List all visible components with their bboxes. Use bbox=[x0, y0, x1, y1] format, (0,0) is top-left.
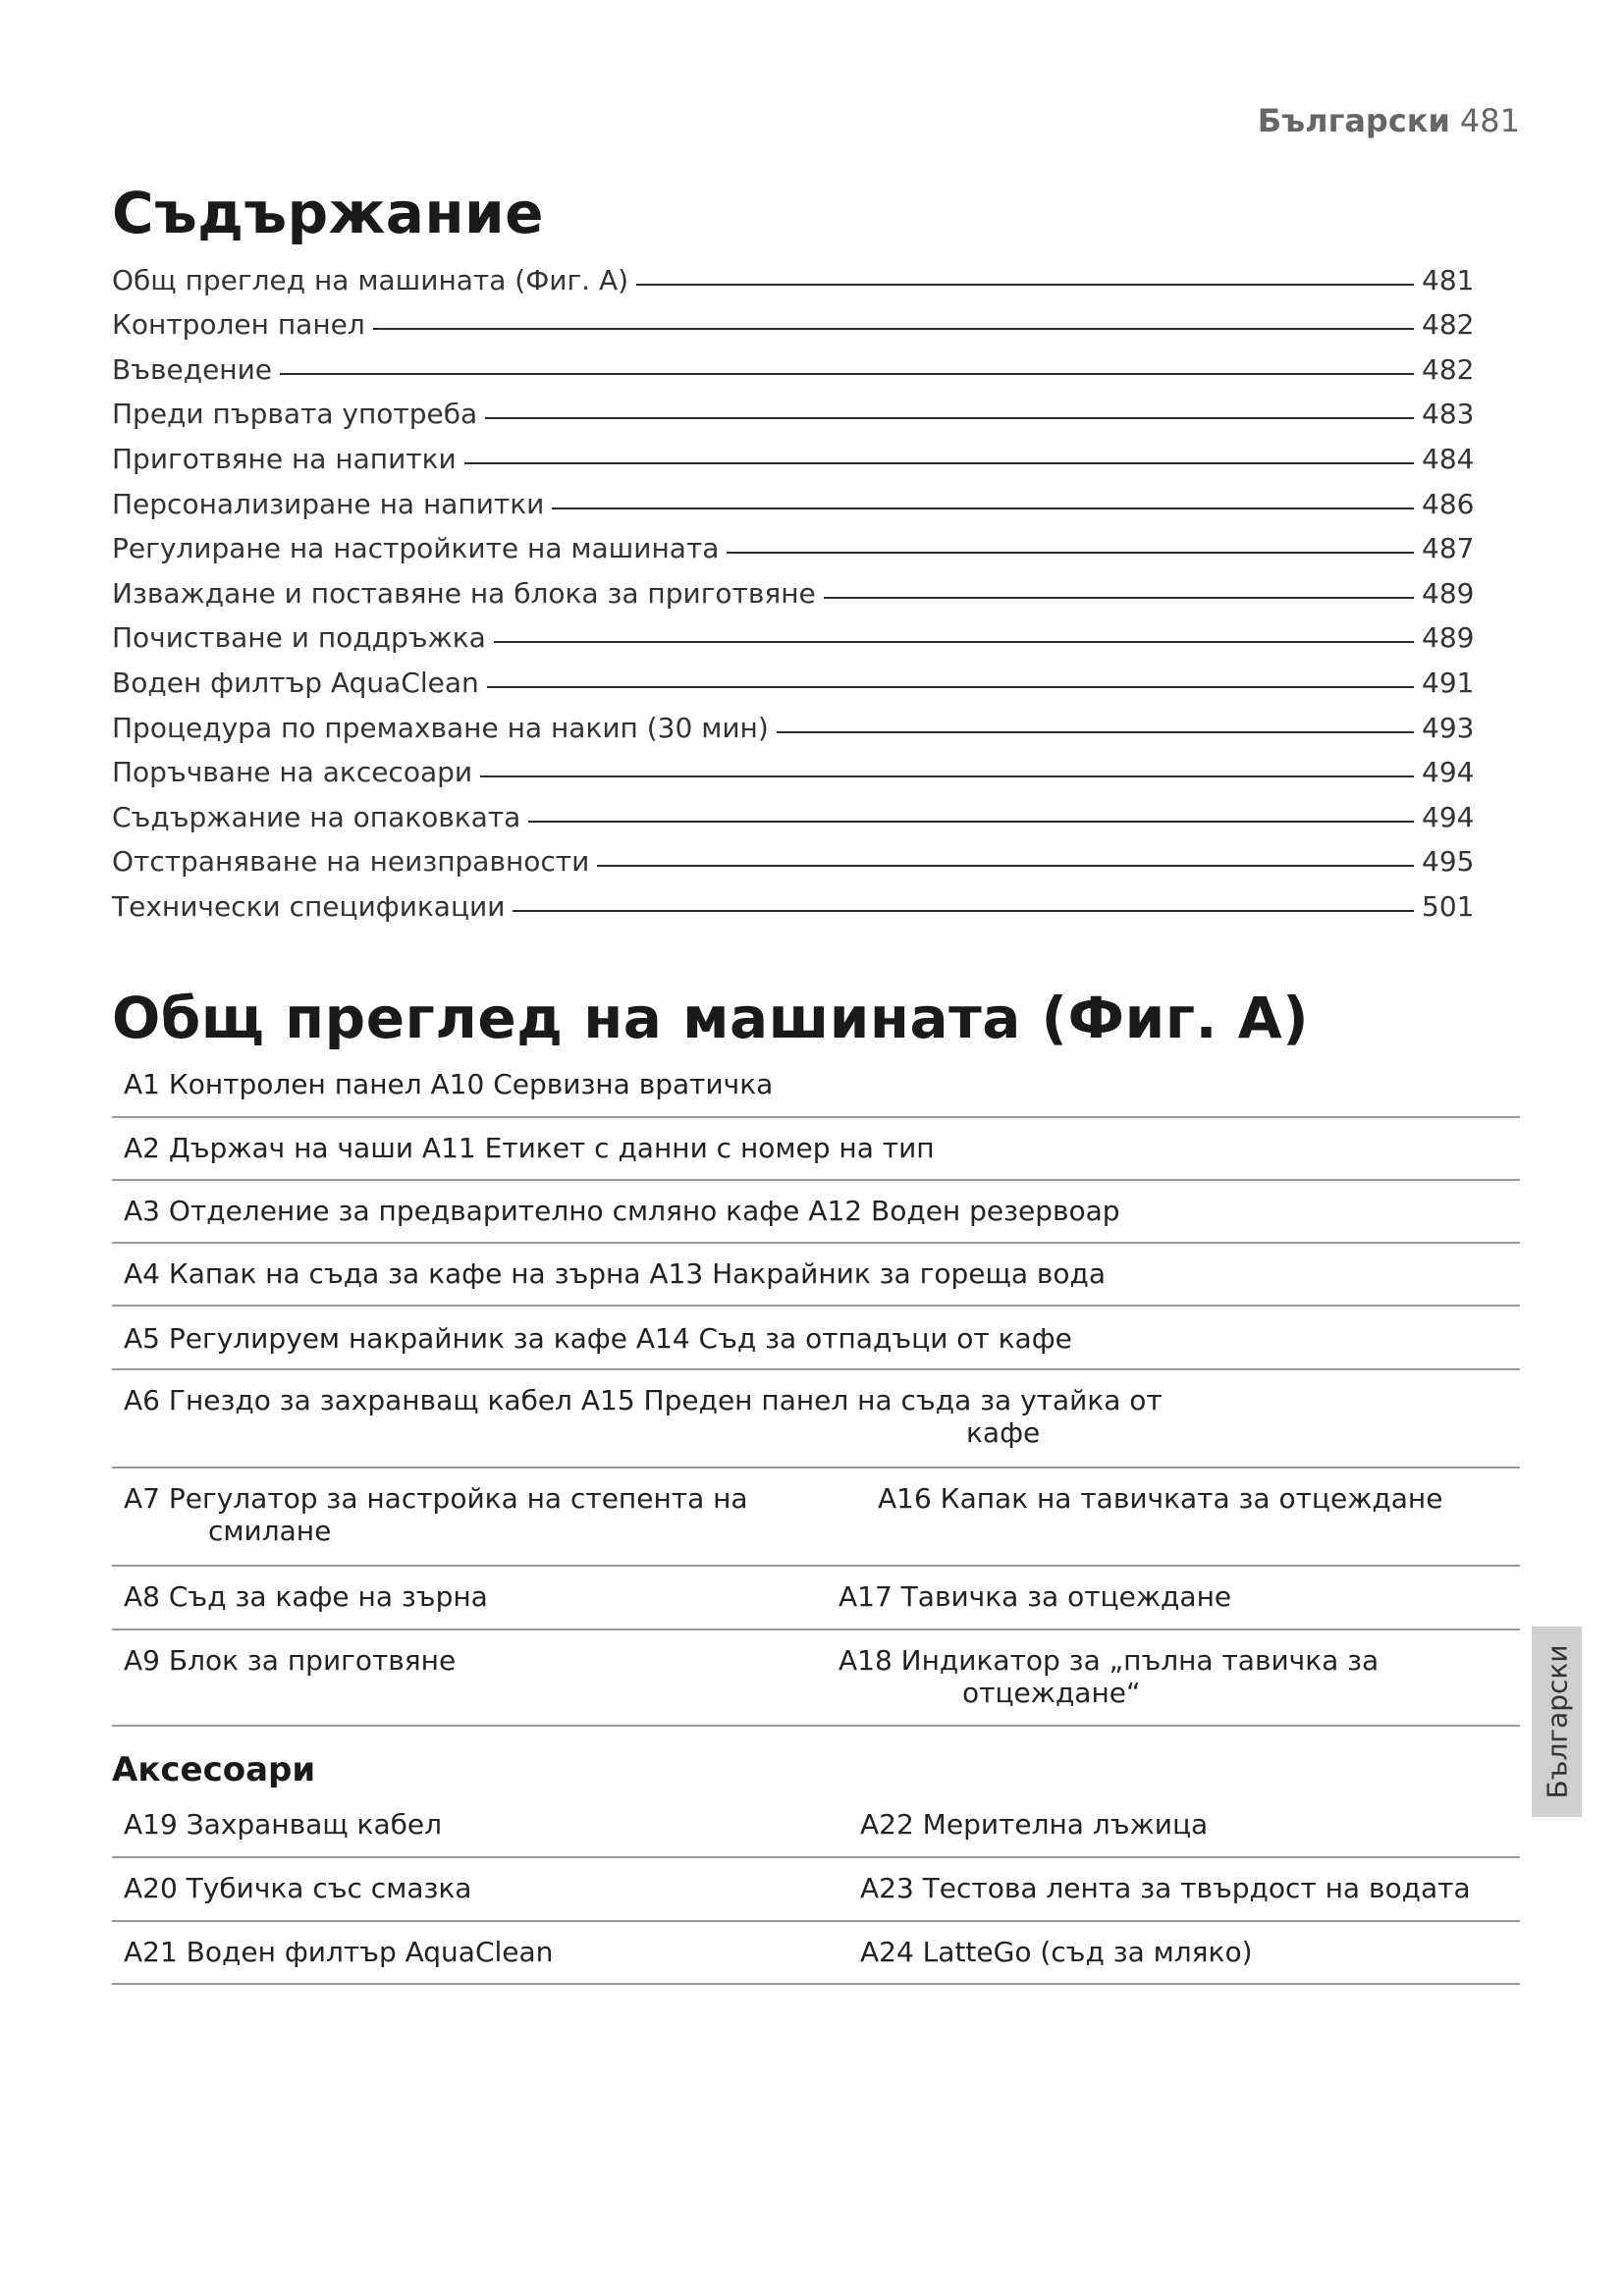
toc-entry-page: 489 bbox=[1422, 621, 1475, 655]
parts-row bbox=[112, 1118, 1520, 1181]
toc-entry[interactable] bbox=[112, 296, 1479, 342]
toc-entry[interactable] bbox=[112, 610, 1479, 655]
toc-entry[interactable] bbox=[112, 386, 1479, 431]
toc-leader bbox=[824, 597, 1414, 599]
toc-entry-page: 483 bbox=[1422, 398, 1475, 431]
parts-table bbox=[112, 1062, 1520, 1727]
parts-row bbox=[112, 1567, 1520, 1630]
toc-leader bbox=[727, 552, 1414, 554]
toc-entry-page: 494 bbox=[1422, 756, 1475, 789]
toc-entry-label: Общ преглед на машината (Фиг. A) bbox=[112, 263, 629, 296]
toc-entry-label: Воден филтър AquaClean bbox=[112, 666, 479, 699]
toc-leader bbox=[528, 821, 1414, 823]
toc-entry[interactable] bbox=[112, 744, 1479, 789]
toc-entry[interactable] bbox=[112, 564, 1479, 610]
parts-cell: A2 Държач на чаши A11 Етикет с данни с номер на тип bbox=[124, 1132, 935, 1164]
toc-entry-label: Поръчване на аксесоари bbox=[112, 756, 473, 789]
parts-cell: A6 Гнездо за захранващ кабел A15 Преден панел на съда за утайка от bbox=[124, 1384, 1163, 1416]
accessory-cell-right: A24 LatteGo (съд за мляко) bbox=[860, 1936, 1253, 1968]
parts-cell-right-line2: отцеждане“ bbox=[962, 1677, 1141, 1709]
parts-cell: A5 Регулируем накрайник за кафе A14 Съд за отпадъци от кафе bbox=[124, 1322, 1072, 1355]
toc-entry[interactable] bbox=[112, 699, 1479, 744]
toc-leader bbox=[480, 775, 1414, 777]
toc-leader bbox=[373, 328, 1414, 330]
toc-leader bbox=[552, 507, 1414, 509]
toc-leader bbox=[636, 284, 1414, 286]
parts-row bbox=[112, 1062, 1520, 1118]
toc-entry-label: Регулиране на настройките на машината bbox=[112, 532, 720, 565]
toc-title: Съдържание bbox=[112, 180, 544, 246]
toc-leader bbox=[485, 417, 1414, 419]
accessory-cell-right: A22 Мерителна лъжица bbox=[860, 1808, 1209, 1841]
overview-title: Общ преглед на машината (Фиг. A) bbox=[112, 985, 1310, 1051]
accessory-cell: A20 Тубичка със смазка bbox=[124, 1872, 472, 1904]
toc-leader bbox=[513, 910, 1414, 912]
toc-entry-page: 481 bbox=[1422, 263, 1475, 296]
toc-entry-label: Съдържание на опаковката bbox=[112, 800, 521, 833]
toc-entry[interactable] bbox=[112, 878, 1479, 923]
parts-cell-right-line1: A18 Индикатор за „пълна тавичка за bbox=[839, 1644, 1380, 1677]
page-header bbox=[1258, 102, 1520, 139]
parts-row bbox=[112, 1630, 1520, 1727]
toc-leader bbox=[280, 373, 1414, 375]
parts-cell: A8 Съд за кафе на зърна bbox=[124, 1580, 488, 1613]
toc-entry-page: 486 bbox=[1422, 487, 1475, 520]
toc-entry-page: 484 bbox=[1422, 442, 1475, 475]
parts-cell-continuation: смилане bbox=[208, 1515, 332, 1547]
toc-entry-page: 489 bbox=[1422, 576, 1475, 610]
accessories-title: Аксесоари bbox=[112, 1750, 316, 1789]
accessory-cell: A21 Воден филтър AquaClean bbox=[124, 1936, 554, 1968]
toc-entry-page: 482 bbox=[1422, 308, 1475, 342]
toc-entry[interactable] bbox=[112, 788, 1479, 833]
parts-cell: A9 Блок за приготвяне bbox=[124, 1644, 457, 1677]
accessory-cell-right: A23 Тестова лента за твърдост на водата bbox=[860, 1872, 1471, 1904]
toc-entry-page: 482 bbox=[1422, 352, 1475, 386]
parts-cell: A3 Отделение за предварително смляно кафе A12 Воден резервоар bbox=[124, 1195, 1120, 1227]
accessory-row bbox=[112, 1858, 1520, 1922]
parts-row bbox=[112, 1370, 1520, 1468]
toc-entry[interactable] bbox=[112, 833, 1479, 879]
accessories-table bbox=[112, 1804, 1520, 1985]
toc-leader bbox=[494, 641, 1414, 643]
toc-entry[interactable] bbox=[112, 520, 1479, 565]
parts-cell: A1 Контролен панел A10 Сервизна вратичка bbox=[124, 1068, 774, 1100]
table-of-contents bbox=[112, 251, 1479, 923]
toc-leader bbox=[464, 462, 1414, 464]
toc-entry-label: Изваждане и поставяне на блока за приготвяне bbox=[112, 576, 816, 610]
toc-leader bbox=[597, 865, 1414, 867]
toc-entry-page: 493 bbox=[1422, 711, 1475, 744]
toc-entry-page: 487 bbox=[1422, 532, 1475, 565]
toc-entry-label: Отстраняване на неизправности bbox=[112, 845, 590, 879]
toc-entry-page: 494 bbox=[1422, 800, 1475, 833]
header-page-number: 481 bbox=[1459, 102, 1520, 139]
toc-leader bbox=[777, 731, 1414, 733]
toc-entry-page: 495 bbox=[1422, 845, 1475, 879]
toc-entry-page: 501 bbox=[1422, 889, 1475, 923]
toc-entry-label: Приготвяне на напитки bbox=[112, 442, 457, 475]
toc-entry[interactable] bbox=[112, 341, 1479, 386]
toc-entry-label: Персонализиране на напитки bbox=[112, 487, 545, 520]
toc-entry[interactable] bbox=[112, 475, 1479, 520]
toc-entry-label: Преди първата употреба bbox=[112, 398, 478, 431]
toc-entry-label: Въведение bbox=[112, 352, 273, 386]
parts-row bbox=[112, 1181, 1520, 1244]
toc-entry-page: 491 bbox=[1422, 666, 1475, 699]
toc-entry-label: Процедура по премахване на накип (30 мин) bbox=[112, 711, 769, 744]
header-language: Български bbox=[1257, 102, 1450, 139]
parts-cell-continuation: кафе bbox=[966, 1416, 1041, 1449]
accessory-cell: A19 Захранващ кабел bbox=[124, 1808, 442, 1841]
parts-cell-right bbox=[839, 1644, 1379, 1709]
toc-entry[interactable] bbox=[112, 430, 1479, 475]
parts-cell: A4 Капак на съда за кафе на зърна A13 Накрайник за гореща вода bbox=[124, 1257, 1107, 1290]
accessory-row bbox=[112, 1922, 1520, 1985]
toc-entry[interactable] bbox=[112, 654, 1479, 699]
parts-row bbox=[112, 1244, 1520, 1307]
parts-cell-right: A17 Тавичка за отцеждане bbox=[839, 1580, 1232, 1613]
toc-entry-label: Контролен панел bbox=[112, 308, 365, 342]
parts-cell: A7 Регулатор за настройка на степента на bbox=[124, 1482, 748, 1515]
toc-entry-label: Почистване и поддръжка bbox=[112, 621, 486, 655]
toc-entry-label: Технически спецификации bbox=[112, 889, 506, 923]
toc-entry[interactable] bbox=[112, 251, 1479, 296]
accessory-row bbox=[112, 1804, 1520, 1858]
parts-cell-right: A16 Капак на тавичката за отцеждане bbox=[878, 1482, 1443, 1515]
parts-row bbox=[112, 1468, 1520, 1567]
language-side-tab bbox=[1532, 1627, 1582, 1817]
toc-leader bbox=[487, 686, 1414, 688]
side-tab-label: Български bbox=[1541, 1644, 1573, 1799]
parts-row bbox=[112, 1307, 1520, 1370]
